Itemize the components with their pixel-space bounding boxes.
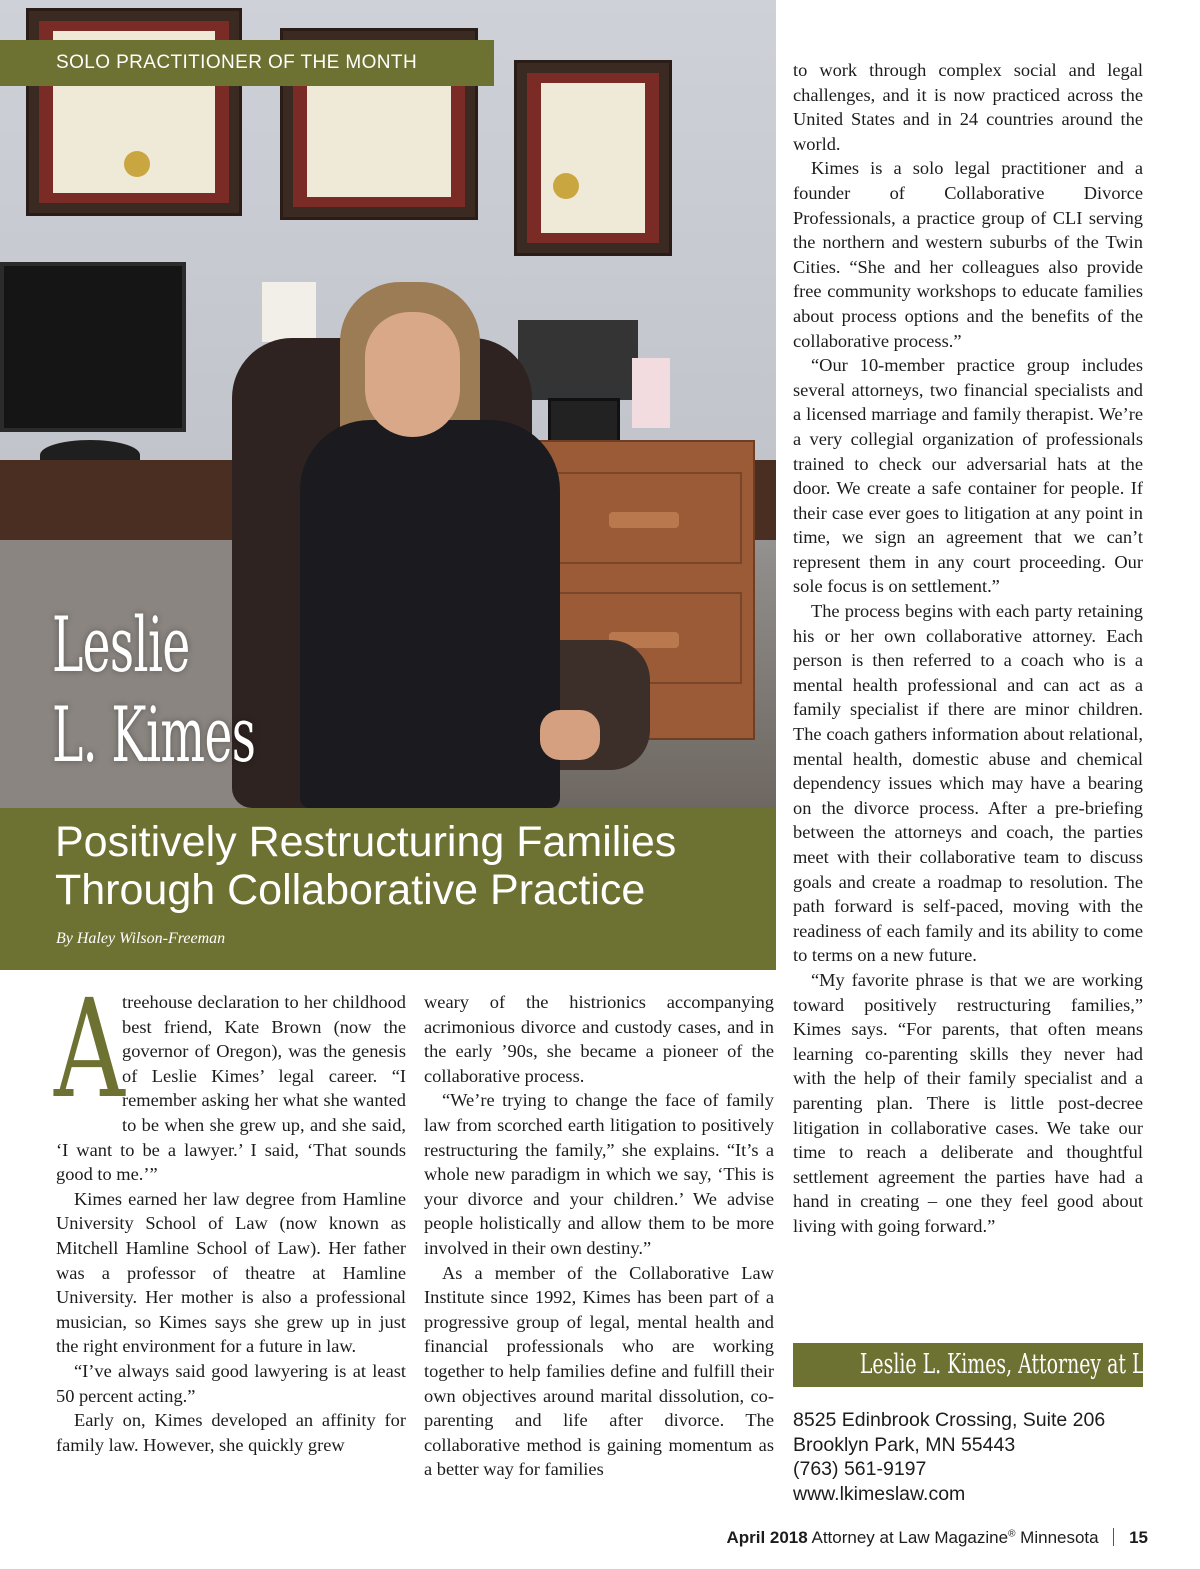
footer-edition: Minnesota bbox=[1020, 1528, 1099, 1547]
headline-line2: Through Collaborative Practice bbox=[55, 866, 646, 914]
person-jacket bbox=[300, 420, 560, 808]
contact-info bbox=[793, 1408, 1153, 1506]
paragraph: Kimes is a solo legal practitioner and a founder of Collaborative Divorce Professionals, a practice group of CLI serving the northern and western suburbs of the Twin Cities. “She and her colleagues also provide free community workshops to educate families about process options and the benefits of the collaborative process.” bbox=[793, 158, 1143, 351]
headline-line1: Positively Restructuring Families bbox=[55, 818, 677, 866]
paragraph: “We’re trying to change the face of family law from scorched earth litigation to positively restructuring the family,” she explains. “It’s a whole new paradigm in which we say, ‘This is your divorce and your children.’ We advise people holistically and allow them to be more involved in their own destiny.” bbox=[424, 1090, 774, 1258]
paragraph: “My favorite phrase is that we are working toward positively restructuring families,” Kimes says. “For parents, that often means learning co-parenting skills they never had with the help of their family specialist and a parenting plan. There is little post-decree litigation in collaborative cases. We take our time to reach a deliberate and thoughtful settlement agreement the parties have had a hand in creating – one they feel good about living with going forward.” bbox=[793, 969, 1143, 1236]
paragraph: “Our 10-member practice group includes several attorneys, two financial specialists and a licensed marriage and family therapist. We’re a very collegial organization of professionals trained to check our adversarial hats at the door. We create a safe container for people. If their case ever goes to litigation at any point in time, we sign an agreement that we can’t represent them in any court proceeding. Our sole focus is on settlement.” bbox=[793, 355, 1143, 597]
footer-issue: April 2018 bbox=[726, 1528, 808, 1547]
article-column-1 bbox=[54, 971, 406, 1457]
page-footer bbox=[726, 1528, 1148, 1548]
paragraph: Kimes earned her law degree from Hamline University School of Law (now known as Mitchell Hamline School of Law). Her father was a professor of theatre at Hamline University. Her mother is also a professional musician, so Kimes says she grew up in just the right environment for a future in law. bbox=[56, 1188, 406, 1357]
wall-paper bbox=[262, 282, 316, 342]
computer-monitor bbox=[0, 262, 186, 432]
contact-heading: Leslie L. Kimes, Attorney at Law bbox=[859, 1349, 1172, 1380]
paragraph: As a member of the Collaborative Law Institute since 1992, Kimes has been part of a progressive group of legal, mental health and financial professionals who are working together to help families define and fulfill their own objectives around marital dissolution, co-parenting and life after divorce. The collaborative method is gaining momentum as a better way for families bbox=[424, 1262, 774, 1480]
article-column-2 bbox=[424, 990, 774, 1482]
contact-address-line2: Brooklyn Park, MN 55443 bbox=[793, 1433, 1016, 1456]
byline: By Haley Wilson-Freeman bbox=[56, 930, 226, 947]
article-headline bbox=[55, 818, 775, 914]
paragraph: weary of the histrionics accompanying acrimonious divorce and custody cases, and in the early ’90s, she became a pioneer of the collaborative process. bbox=[424, 992, 774, 1086]
contact-heading-band bbox=[793, 1343, 1172, 1387]
drop-cap: A bbox=[54, 971, 125, 1129]
name-title bbox=[52, 600, 255, 780]
paragraph: The process begins with each party retaining his or her own collaborative attorney. Each person is then referred to a coach who is a mental health professional and can act as a family specialist if there are minor children. The coach gathers information about relational, mental health, domestic abuse and chemical dependency issues which may have a bearing on the divorce process. After a pre-briefing between the attorneys and coach, the parties meet with their collaborative team to discuss goals and create a roadmap to resolution. The path forward is self-paced, moving with the readiness of each family and its ability to come to terms on a new future. bbox=[793, 601, 1143, 966]
paragraph: “I’ve always said good lawyering is at least 50 percent acting.” bbox=[56, 1360, 406, 1406]
paragraph: to work through complex social and legal challenges, and it is now practiced across the United States and in 24 countries around the world. bbox=[793, 60, 1143, 154]
name-title-line2: L. Kimes bbox=[52, 690, 256, 779]
article-column-3 bbox=[793, 58, 1143, 1239]
footer-magazine: Attorney at Law Magazine bbox=[811, 1528, 1009, 1547]
person-face bbox=[365, 312, 460, 437]
paragraph: A treehouse declaration to her childhood best friend, Kate Brown (now the governor of Oregon), was the genesis of Leslie Kimes’ legal career. “I remember asking her what she wanted to be when she grew up, and she said, ‘I want to be a lawyer.’ I said, ‘That sounds good to me.’” bbox=[54, 971, 406, 1185]
page-number: 15 bbox=[1129, 1528, 1148, 1547]
greeting-card bbox=[632, 358, 670, 428]
registered-mark: ® bbox=[1008, 1528, 1016, 1540]
paragraph: Early on, Kimes developed an affinity for family law. However, she quickly grew bbox=[56, 1410, 406, 1455]
contact-phone: (763) 561-9197 bbox=[793, 1458, 927, 1480]
desk-tray bbox=[518, 320, 638, 400]
person-hands bbox=[540, 710, 600, 760]
contact-website[interactable]: www.lkimeslaw.com bbox=[793, 1482, 966, 1505]
section-tag: SOLO PRACTITIONER OF THE MONTH bbox=[0, 40, 494, 86]
contact-address-line1: 8525 Edinbrook Crossing, Suite 206 bbox=[793, 1409, 1106, 1431]
framed-certificate-right bbox=[514, 60, 672, 256]
name-title-line1: Leslie bbox=[52, 600, 190, 689]
footer-divider bbox=[1113, 1528, 1114, 1546]
